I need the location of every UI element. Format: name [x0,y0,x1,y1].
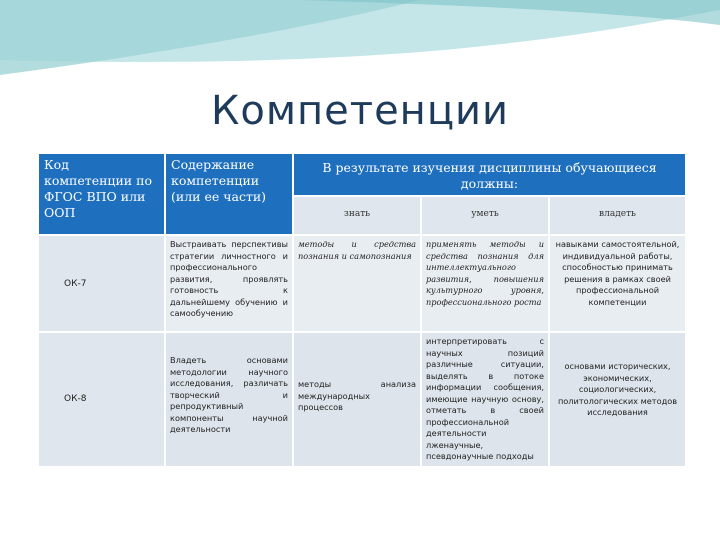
row-code: ОК-7 [38,235,165,332]
row-content: Владеть основами методологии научного исследования, различать творческий и репродуктивный компоненты научной деятельности [165,332,293,467]
row-know: методы и средства познания и самопознания [293,235,421,332]
table-row [38,235,686,332]
row-own: основами исторических, экономических, социологических, политологических методов исследования [549,332,686,467]
row-content: Выстраивать перспективы стратегии личностного и профессионального развития, проявлять готовность к дальнейшему обучению и самообучению [165,235,293,332]
header-content: Содержание компетенции (или ее части) [165,153,293,235]
row-own: навыками самостоятельной, индивидуальной работы, способностью принимать решения в рамках своей профессиональной компетенции [549,235,686,332]
page-title: Компетенции [210,88,510,134]
row-code: ОК-8 [38,332,165,467]
row-can: применять методы и средства познания для интеллектуального развития, повышения культурного уровня, профессионального роста [421,235,549,332]
row-can: интерпретировать с научных позиций различные ситуации, выделять в потоке информации сообщения, имеющие научную основу, отметать в своей профессиональной деятельности лженаучные, псевдонаучные подходы [421,332,549,467]
competencies-table [37,152,687,468]
header-code: Код компетенции по ФГОС ВПО или ООП [38,153,165,235]
table-row [38,332,686,467]
header-result: В результате изучения дисциплины обучающиеся должны: [293,153,686,196]
subheader-own: владеть [549,196,686,235]
subheader-can: уметь [421,196,549,235]
subheader-know: знать [293,196,421,235]
row-know: методы анализа международных процессов [293,332,421,467]
